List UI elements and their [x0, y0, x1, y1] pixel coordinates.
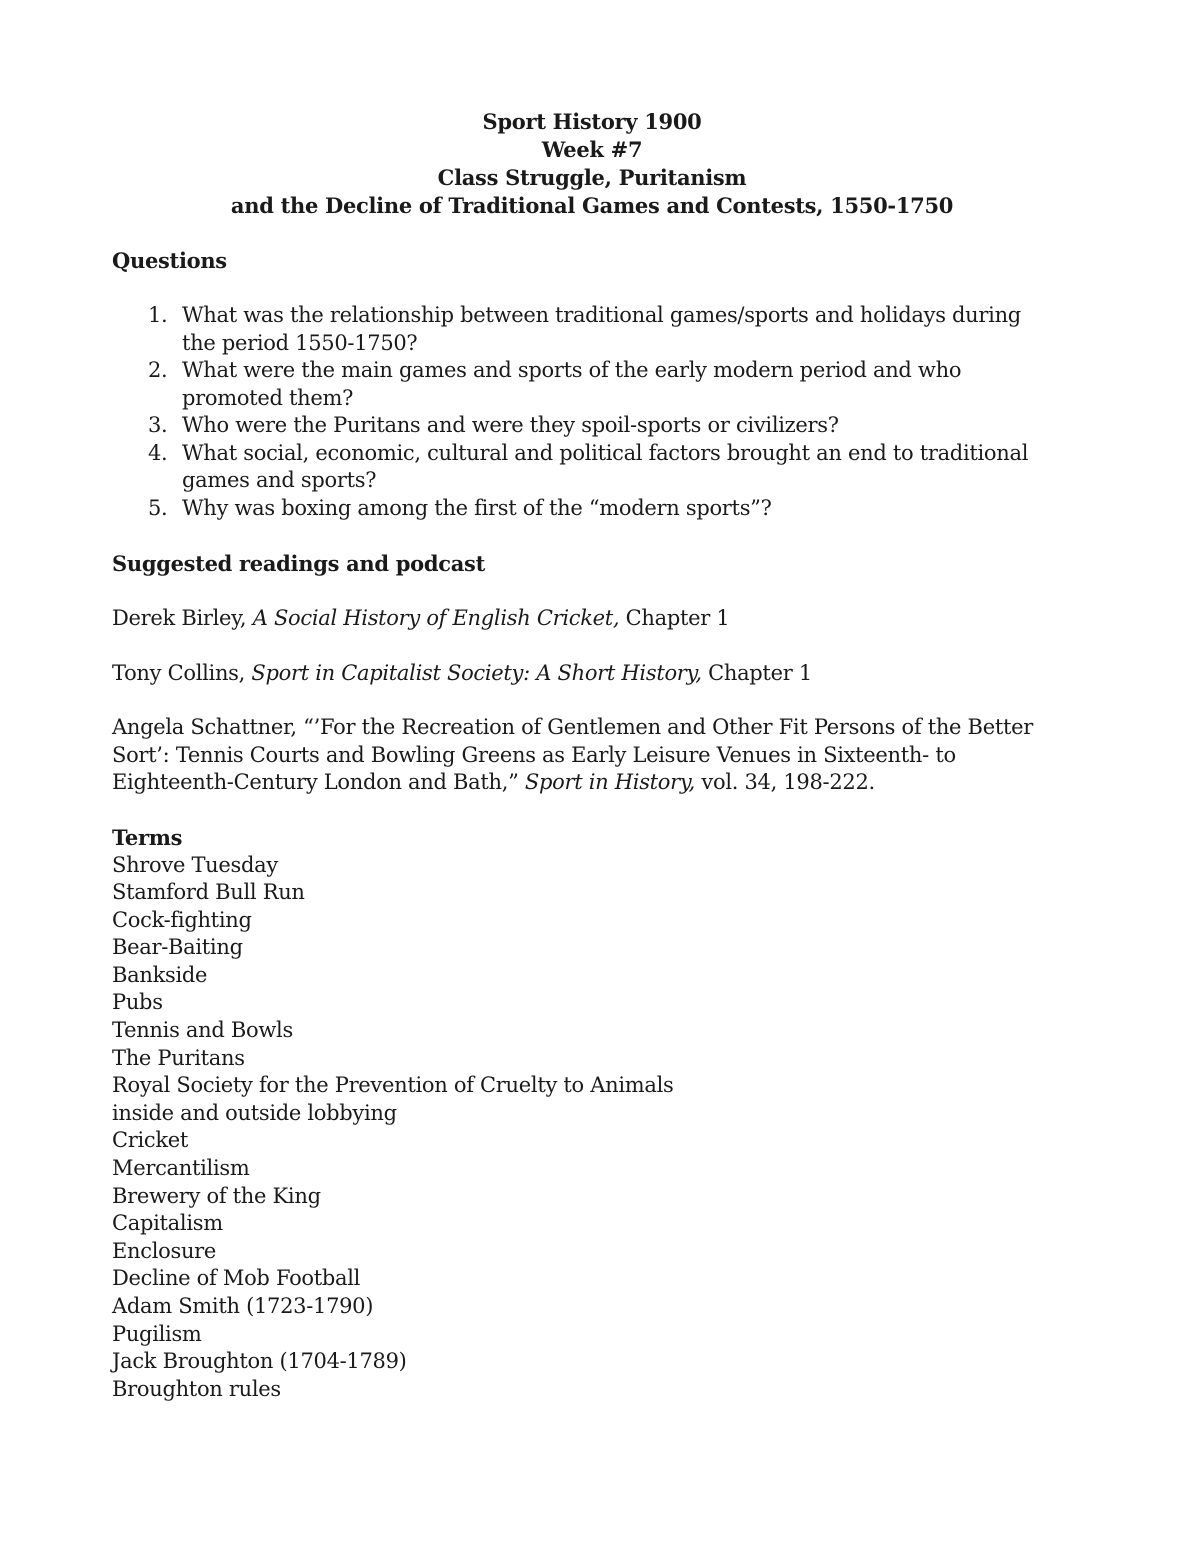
- question-text: Who were the Puritans and were they spoil-sports or civilizers?: [182, 413, 839, 437]
- question-item: [112, 495, 1072, 523]
- term-item: The Puritans: [112, 1045, 245, 1070]
- topic-subtitle: and the Decline of Traditional Games and Contests, 1550-1750: [230, 193, 954, 218]
- question-text: What were the main games and sports of the early modern period and who promoted them?: [182, 358, 962, 410]
- terms-heading: Terms: [112, 824, 183, 850]
- question-item: [112, 440, 1072, 495]
- term-item: Shrove Tuesday: [112, 852, 278, 877]
- questions-heading: Questions: [112, 248, 227, 273]
- term-item: Cricket: [112, 1128, 189, 1153]
- reading-entry: [112, 660, 1072, 688]
- question-number: 5.: [148, 495, 168, 520]
- question-item: [112, 412, 1072, 440]
- reading-author: Angela Schattner, “’For the Recreation of Gentlemen and Other Fit Persons of the Better Sort’: Tennis Courts and Bowling Greens as Early Leisure Venues in Sixteenth- to Eighteenth-Century London and Bath,”: [112, 715, 1033, 794]
- reading-title: A Social History of English Cricket,: [252, 606, 620, 630]
- term-item: Enclosure: [112, 1238, 217, 1263]
- term-item: Pubs: [112, 990, 163, 1015]
- question-item: [112, 357, 1072, 412]
- term-item: Jack Broughton (1704-1789): [112, 1349, 407, 1374]
- reading-author: Derek Birley,: [112, 606, 253, 630]
- question-number: 1.: [148, 303, 168, 327]
- terms-list: [112, 852, 1072, 1404]
- term-item: Stamford Bull Run: [112, 880, 305, 905]
- term-item: Cock-fighting: [112, 907, 252, 932]
- question-number: 4.: [148, 440, 168, 465]
- question-item: [112, 302, 1072, 357]
- term-item: Royal Society for the Prevention of Cruelty to Animals: [112, 1073, 674, 1098]
- reading-entry: [112, 714, 1072, 797]
- term-item: Bear-Baiting: [112, 935, 243, 960]
- question-text: Why was boxing among the first of the “modern sports”?: [182, 495, 772, 520]
- readings-heading: Suggested readings and podcast: [112, 551, 485, 576]
- reading-author: Tony Collins,: [112, 660, 252, 685]
- term-item: Broughton rules: [112, 1376, 281, 1401]
- term-item: Mercantilism: [112, 1156, 250, 1181]
- question-text: What was the relationship between traditional games/sports and holidays during the period 1550-1750?: [182, 303, 1021, 355]
- reading-entry: [112, 605, 1072, 633]
- reading-details: Chapter 1: [701, 660, 812, 685]
- document-page: [112, 108, 1072, 1403]
- reading-title: Sport in History,: [524, 770, 696, 794]
- question-text: What social, economic, cultural and political factors brought an end to traditional games and sports?: [182, 440, 1029, 492]
- reading-title: Sport in Capitalist Society: A Short History,: [251, 660, 702, 685]
- term-item: Adam Smith (1723-1790): [112, 1294, 374, 1318]
- term-item: Tennis and Bowls: [112, 1018, 293, 1043]
- term-item: Brewery of the King: [112, 1183, 321, 1208]
- questions-list: [112, 302, 1072, 522]
- course-title: Sport History 1900: [482, 109, 702, 134]
- document-title: [112, 108, 1072, 220]
- week-label: Week #7: [541, 137, 643, 162]
- question-number: 2.: [148, 358, 168, 382]
- reading-details: Chapter 1: [619, 606, 730, 630]
- term-item: Decline of Mob Football: [112, 1266, 361, 1291]
- question-number: 3.: [148, 413, 168, 437]
- reading-details: vol. 34, 198-222.: [695, 770, 875, 794]
- term-item: Capitalism: [112, 1211, 223, 1236]
- term-item: inside and outside lobbying: [112, 1100, 397, 1125]
- topic-title: Class Struggle, Puritanism: [437, 165, 747, 190]
- term-item: Bankside: [112, 962, 208, 987]
- term-item: Pugilism: [112, 1321, 202, 1346]
